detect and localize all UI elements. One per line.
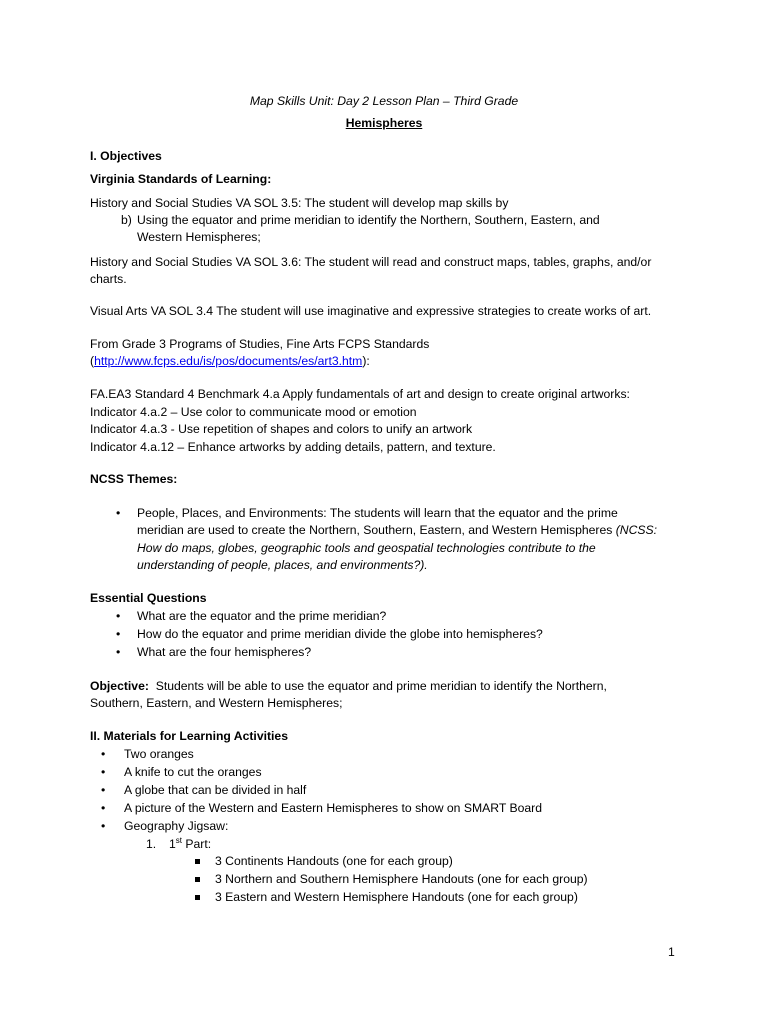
page-number: 1 bbox=[668, 945, 675, 959]
document-title: Map Skills Unit: Day 2 Lesson Plan – Third Grade bbox=[249, 94, 519, 108]
sol35-b-line1: Using the equator and prime meridian to identify the Northern, Southern, Eastern, and bbox=[137, 213, 600, 227]
faea3-standard: FA.EA3 Standard 4 Benchmark 4.a Apply fundamentals of art and design to create original artworks: bbox=[90, 387, 630, 401]
fcps-standards-intro: From Grade 3 Programs of Studies, Fine Arts FCPS Standards bbox=[90, 337, 430, 351]
fcps-paren-open: ( bbox=[90, 354, 95, 368]
eq-item-2: How do the equator and prime meridian divide the globe into hemispheres? bbox=[137, 627, 543, 641]
jigsaw-part-rest: Part: bbox=[182, 837, 212, 851]
materials-item-4: A picture of the Western and Eastern Hemispheres to show on SMART Board bbox=[124, 801, 542, 815]
objectives-heading: I. Objectives bbox=[90, 149, 162, 163]
ncss-bullet-line2-plain: meridian are used to create the Northern, Southern, Eastern, and Western Hemispheres bbox=[137, 523, 616, 537]
fcps-paren-close: ): bbox=[362, 354, 370, 368]
eq-item-3: What are the four hemispheres? bbox=[137, 645, 312, 659]
ncss-heading: NCSS Themes: bbox=[90, 472, 178, 486]
jigsaw-subitem-3: 3 Eastern and Western Hemisphere Handouts (one for each group) bbox=[215, 890, 578, 904]
square-bullet-icon bbox=[195, 877, 200, 882]
sol36-line2: charts. bbox=[90, 272, 127, 286]
sol36-line1: History and Social Studies VA SOL 3.6: The student will read and construct maps, tables, graphs, and/or bbox=[90, 255, 652, 269]
ncss-bullet-line1: People, Places, and Environments: The students will learn that the equator and the prime bbox=[137, 506, 618, 520]
eq-bullet: • bbox=[116, 627, 121, 641]
indicator-4a2: Indicator 4.a.2 – Use color to communicate mood or emotion bbox=[90, 405, 417, 419]
square-bullet-icon bbox=[195, 895, 200, 900]
eq-item-1: What are the equator and the prime meridian? bbox=[137, 609, 387, 623]
objective-statement-line2: Southern, Eastern, and Western Hemispheres; bbox=[90, 696, 343, 710]
materials-bullet: • bbox=[101, 747, 106, 761]
jigsaw-part-num: 1 bbox=[169, 837, 176, 851]
materials-bullet: • bbox=[101, 801, 106, 815]
eq-bullet: • bbox=[116, 645, 121, 659]
indicator-4a12: Indicator 4.a.12 – Enhance artworks by adding details, pattern, and texture. bbox=[90, 440, 496, 454]
materials-bullet: • bbox=[101, 819, 106, 833]
ncss-bullet-line4: understanding of people, places, and environments?). bbox=[137, 558, 428, 572]
vsol-heading: Virginia Standards of Learning: bbox=[90, 172, 272, 186]
jigsaw-part-label bbox=[169, 836, 211, 853]
jigsaw-part-sup: st bbox=[175, 835, 183, 845]
materials-item-1: Two oranges bbox=[124, 747, 194, 761]
ncss-bullet: • bbox=[116, 506, 121, 520]
objective-text: Students will be able to use the equator and prime meridian to identify the Northern, bbox=[148, 679, 607, 693]
sol35-b-marker: b) bbox=[121, 213, 132, 227]
ncss-bullet-line2 bbox=[137, 522, 657, 539]
ncss-bullet-line3: How do maps, globes, geographic tools and geospatial technologies contribute to the bbox=[137, 541, 596, 555]
ncss-bullet-line2-italic: (NCSS: bbox=[615, 523, 658, 537]
jigsaw-subitem-1: 3 Continents Handouts (one for each group) bbox=[215, 854, 453, 868]
materials-item-5: Geography Jigsaw: bbox=[124, 819, 229, 833]
materials-bullet: • bbox=[101, 783, 106, 797]
fcps-link-line bbox=[90, 353, 370, 370]
essential-questions-heading: Essential Questions bbox=[90, 591, 207, 605]
objective-statement-line1 bbox=[90, 678, 607, 695]
square-bullet-icon bbox=[195, 859, 200, 864]
indicator-4a3: Indicator 4.a.3 - Use repetition of shapes and colors to unify an artwork bbox=[90, 422, 473, 436]
sol35-text: History and Social Studies VA SOL 3.5: The student will develop map skills by bbox=[90, 196, 509, 210]
eq-bullet: • bbox=[116, 609, 121, 623]
document-subtitle: Hemispheres bbox=[345, 116, 423, 130]
materials-heading: II. Materials for Learning Activities bbox=[90, 729, 288, 743]
jigsaw-subitem-2: 3 Northern and Southern Hemisphere Handouts (one for each group) bbox=[215, 872, 588, 886]
jigsaw-part-number: 1. bbox=[146, 837, 157, 851]
sol35-b-line2: Western Hemispheres; bbox=[137, 230, 261, 244]
objective-label: Objective: bbox=[90, 679, 149, 693]
fcps-link[interactable]: http://www.fcps.edu/is/pos/documents/es/art3.htm bbox=[94, 354, 363, 368]
visual-arts-standard: Visual Arts VA SOL 3.4 The student will use imaginative and expressive strategies to create works of art. bbox=[90, 304, 652, 318]
materials-bullet: • bbox=[101, 765, 106, 779]
materials-item-2: A knife to cut the oranges bbox=[124, 765, 262, 779]
materials-item-3: A globe that can be divided in half bbox=[124, 783, 307, 797]
